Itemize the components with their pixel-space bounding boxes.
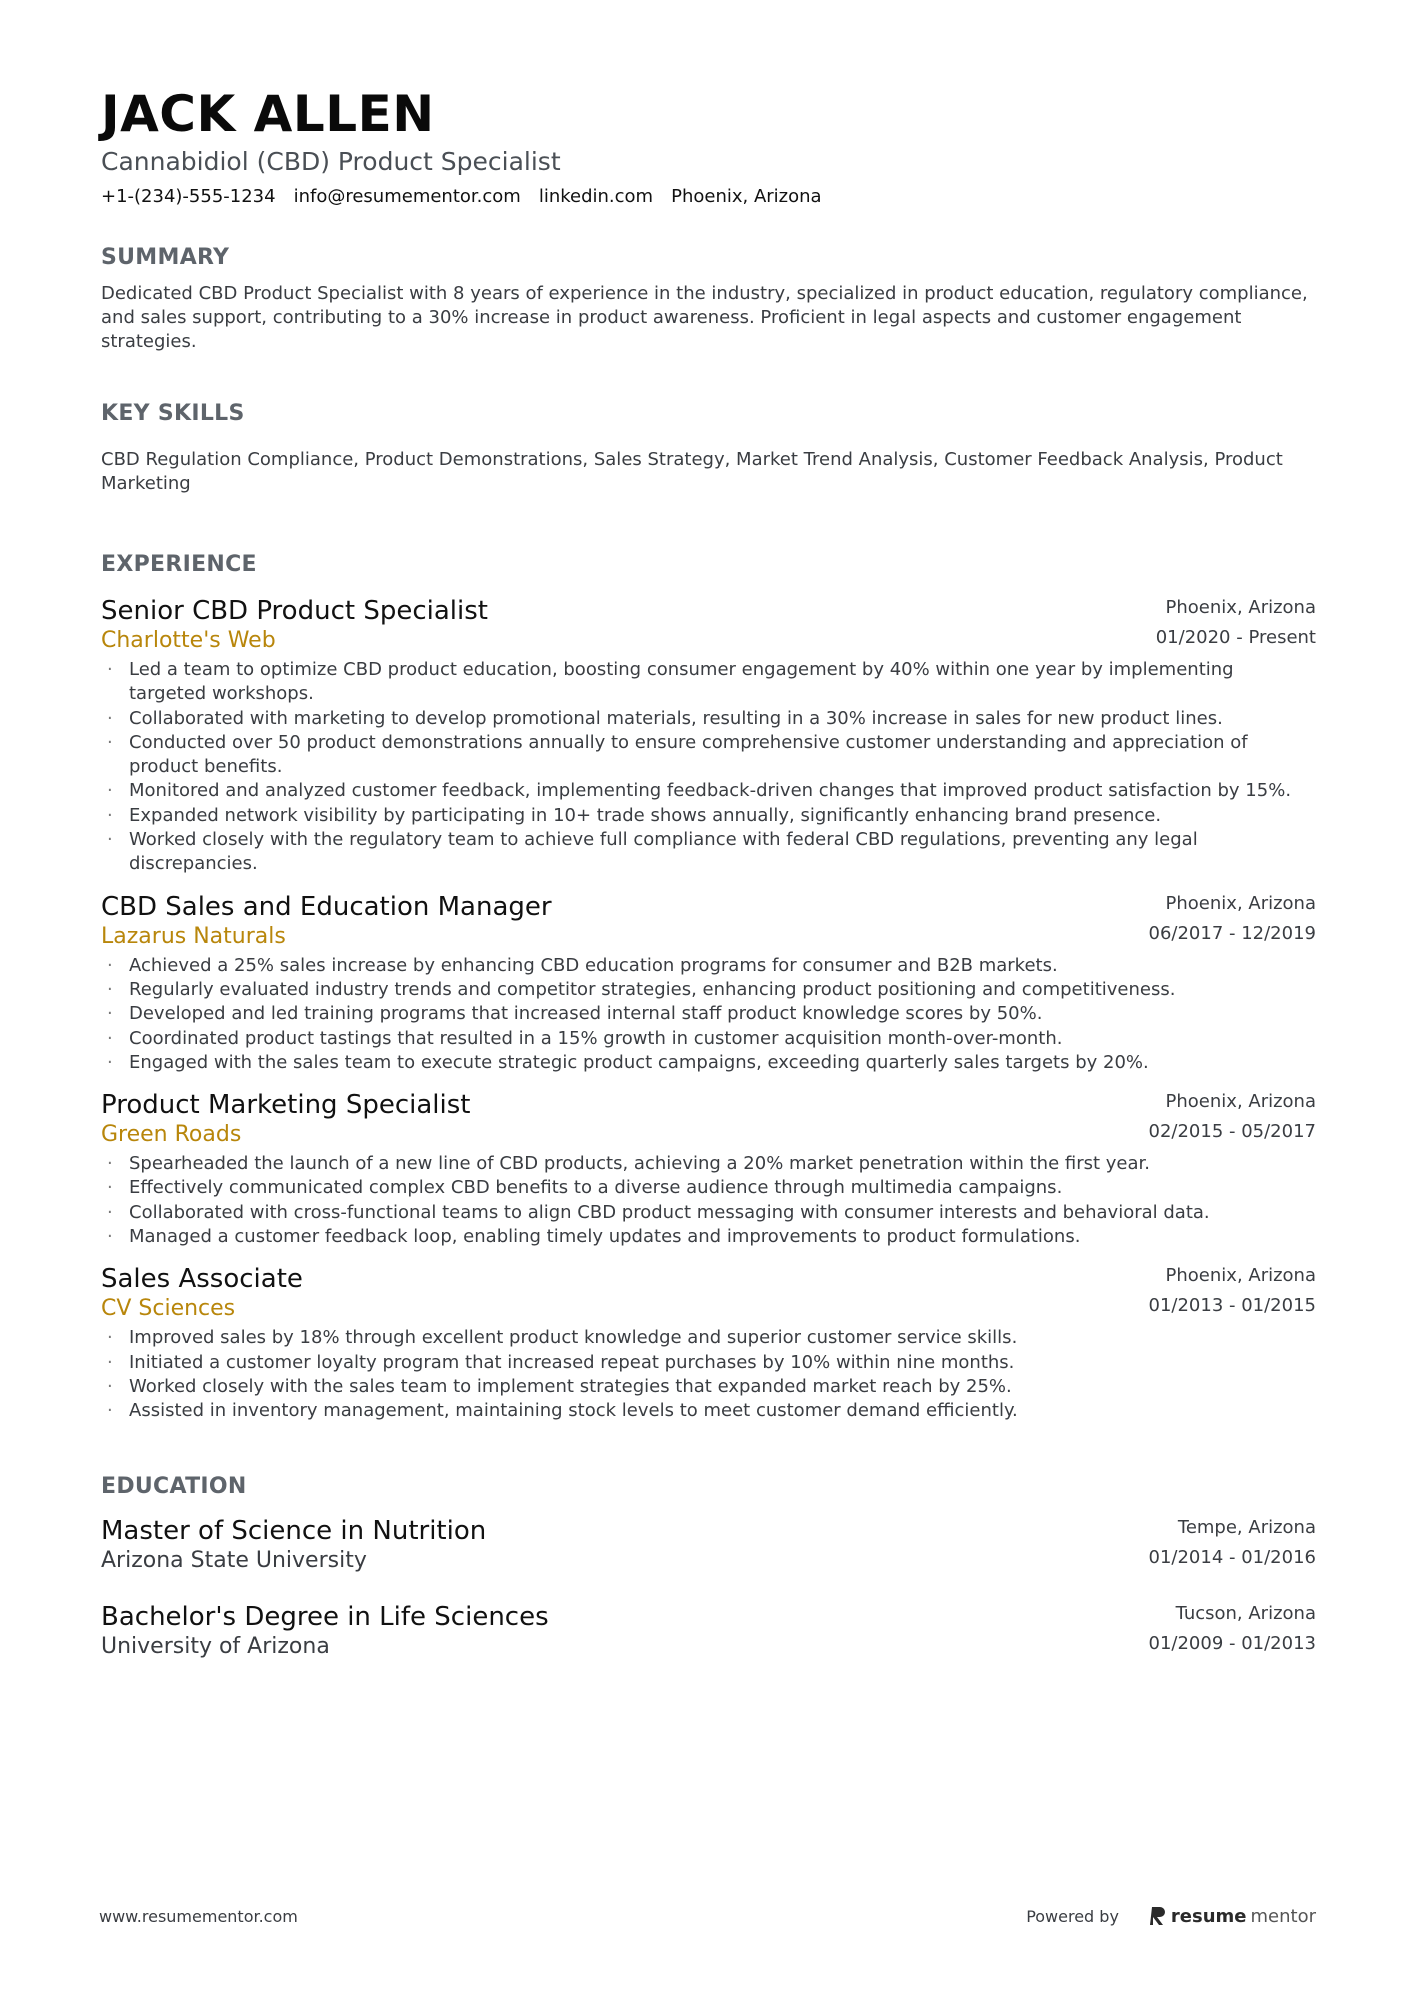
bullet-dot-icon: ·: [107, 1153, 113, 1175]
degree-title: Bachelor's Degree in Life Sciences: [101, 1601, 549, 1632]
bullet-item: · Led a team to optimize CBD product education, boosting consumer engagement by 40% within one year by implementing targeted workshops.: [107, 659, 1234, 705]
contact-row: [101, 184, 1316, 210]
bullet-item: · Improved sales by 18% through excellent product knowledge and superior customer service skills.: [101, 1326, 1316, 1350]
job-bullets: [101, 1152, 1316, 1249]
candidate-headline: Cannabidiol (CBD) Product Specialist: [101, 147, 561, 176]
bullet-item: · Worked closely with the sales team to implement strategies that expanded market reach by 25%.: [101, 1375, 1316, 1399]
job-bullets: [101, 1326, 1316, 1423]
bullet-item: · Effectively communicated complex CBD benefits to a diverse audience through multimedia campaigns.: [101, 1176, 1316, 1200]
job-dates: 06/2017 - 12/2019: [1148, 922, 1316, 944]
resumementor-logo[interactable]: [1149, 1905, 1316, 1927]
experience-entry: [101, 1089, 1316, 1249]
bullet-item: · Achieved a 25% sales increase by enhancing CBD education programs for consumer and B2B markets.: [101, 954, 1316, 978]
school-location: Tempe, Arizona: [1177, 1516, 1316, 1538]
bullet-dot-icon: ·: [107, 1327, 113, 1349]
company-name: Lazarus Naturals: [101, 923, 286, 949]
experience-section: [101, 551, 1316, 1424]
job-bullets: [101, 658, 1316, 877]
experience-entry: [101, 891, 1316, 1075]
contact-linkedin[interactable]: linkedin.com: [538, 186, 654, 207]
bullet-item: · Coordinated product tastings that resulted in a 15% growth in customer acquisition month-over-month.: [101, 1027, 1316, 1051]
job-title: Product Marketing Specialist: [101, 1090, 471, 1121]
job-dates: 01/2020 - Present: [1155, 627, 1316, 648]
job-title: Senior CBD Product Specialist: [101, 596, 488, 626]
skills-title: KEY SKILLS: [101, 401, 245, 426]
bullet-item: · Regularly evaluated industry trends and competitor strategies, enhancing product positioning and competitiveness.: [101, 978, 1316, 1002]
summary-text: Dedicated CBD Product Specialist with 8 years of experience in the industry, specialized in product education, regulatory compliance, and sales support, contributing to a 30% increase in product awareness. Proficient in legal aspects and customer engagement strategies.: [101, 283, 1308, 352]
bullet-dot-icon: ·: [107, 804, 113, 826]
footer-website-link[interactable]: www.resumementor.com: [99, 1906, 298, 1926]
bullet-dot-icon: ·: [107, 1351, 113, 1373]
bullet-dot-icon: ·: [107, 978, 113, 1000]
company-name: Green Roads: [101, 1122, 242, 1148]
experience-entry: [101, 595, 1316, 877]
resume-page: [101, 84, 1316, 1661]
education-title: EDUCATION: [101, 1473, 247, 1499]
candidate-name: JACK ALLEN: [101, 85, 435, 143]
job-location: Phoenix, Arizona: [1165, 1265, 1316, 1287]
degree-title: Master of Science in Nutrition: [101, 1515, 487, 1546]
skills-section: [101, 400, 1316, 496]
education-entry: [101, 1601, 1316, 1661]
bullet-item: · Conducted over 50 product demonstrations annually to ensure comprehensive customer understanding and appreciation of product benefits.: [107, 731, 1248, 778]
brand-bold-text: resume: [1170, 1905, 1247, 1927]
school-name: Arizona State University: [101, 1547, 367, 1573]
bullet-dot-icon: ·: [107, 780, 113, 802]
bullet-item: · Initiated a customer loyalty program that increased repeat purchases by 10% within nine months.: [101, 1351, 1316, 1375]
bullet-item: · Developed and led training programs that increased internal staff product knowledge scores by 50%.: [101, 1002, 1316, 1026]
job-dates: 01/2013 - 01/2015: [1148, 1295, 1316, 1317]
education-section: [101, 1473, 1316, 1661]
bullet-item: · Worked closely with the regulatory team to achieve full compliance with federal CBD regulations, preventing any legal discrepancies.: [107, 829, 1198, 875]
company-name: CV Sciences: [101, 1296, 236, 1322]
education-entry: [101, 1515, 1316, 1575]
bullet-dot-icon: ·: [107, 731, 113, 753]
school-location: Tucson, Arizona: [1175, 1602, 1316, 1624]
bullet-dot-icon: ·: [107, 1375, 113, 1397]
bullet-item: · Assisted in inventory management, maintaining stock levels to meet customer demand efficiently.: [101, 1399, 1316, 1423]
bullet-dot-icon: ·: [107, 954, 113, 976]
bullet-dot-icon: ·: [107, 707, 113, 729]
bullet-dot-icon: ·: [107, 1177, 113, 1199]
footer-branding: [1026, 1905, 1316, 1927]
bullet-item: · Expanded network visibility by participating in 10+ trade shows annually, significantly enhancing brand presence.: [101, 804, 1316, 828]
bullet-dot-icon: ·: [107, 1400, 113, 1422]
bullet-dot-icon: ·: [107, 1226, 113, 1248]
job-location: Phoenix, Arizona: [1165, 1091, 1316, 1113]
company-name: Charlotte's Web: [101, 628, 276, 653]
experience-title: EXPERIENCE: [101, 552, 257, 577]
job-bullets: [101, 954, 1316, 1075]
resume-header: [101, 84, 1316, 210]
bullet-dot-icon: ·: [107, 659, 113, 680]
brand-light-text: mentor: [1250, 1905, 1316, 1927]
bullet-dot-icon: ·: [107, 1201, 113, 1223]
bullet-item: · Engaged with the sales team to execute strategic product campaigns, exceeding quarterly sales targets by 20%.: [101, 1051, 1316, 1075]
contact-email[interactable]: info@resumementor.com: [293, 186, 521, 207]
school-name: University of Arizona: [101, 1633, 330, 1659]
job-dates: 02/2015 - 05/2017: [1148, 1121, 1316, 1143]
summary-section: [101, 244, 1316, 354]
job-title: Sales Associate: [101, 1264, 303, 1295]
job-location: Phoenix, Arizona: [1165, 892, 1316, 914]
contact-location: Phoenix, Arizona: [671, 186, 822, 207]
bullet-item: · Managed a customer feedback loop, enabling timely updates and improvements to product formulations.: [101, 1225, 1316, 1249]
powered-by-label: Powered by: [1026, 1906, 1119, 1926]
school-dates: 01/2009 - 01/2013: [1148, 1632, 1316, 1654]
summary-title: SUMMARY: [101, 245, 230, 270]
bullet-dot-icon: ·: [107, 829, 113, 851]
bullet-item: · Spearheaded the launch of a new line of CBD products, achieving a 20% market penetration within the first year.: [101, 1152, 1316, 1176]
resumementor-logo-icon: [1149, 1905, 1167, 1927]
bullet-item: · Monitored and analyzed customer feedback, implementing feedback-driven changes that improved product satisfaction by 15%.: [101, 779, 1316, 803]
bullet-item: · Collaborated with cross-functional teams to align CBD product messaging with consumer interests and behavioral data.: [101, 1201, 1316, 1225]
job-title: CBD Sales and Education Manager: [101, 891, 552, 922]
school-dates: 01/2014 - 01/2016: [1148, 1546, 1316, 1568]
bullet-item: · Collaborated with marketing to develop promotional materials, resulting in a 30% increase in sales for new product lines.: [101, 707, 1316, 731]
bullet-dot-icon: ·: [107, 1027, 113, 1049]
page-footer: [99, 1905, 1316, 1927]
skills-text: CBD Regulation Compliance, Product Demonstrations, Sales Strategy, Market Trend Analysis, Customer Feedback Analysis, Product Marketing: [101, 449, 1283, 494]
bullet-dot-icon: ·: [107, 1051, 113, 1073]
bullet-dot-icon: ·: [107, 1003, 113, 1025]
experience-entry: [101, 1263, 1316, 1423]
contact-phone[interactable]: +1-(234)-555-1234: [101, 186, 276, 207]
job-location: Phoenix, Arizona: [1165, 597, 1316, 618]
